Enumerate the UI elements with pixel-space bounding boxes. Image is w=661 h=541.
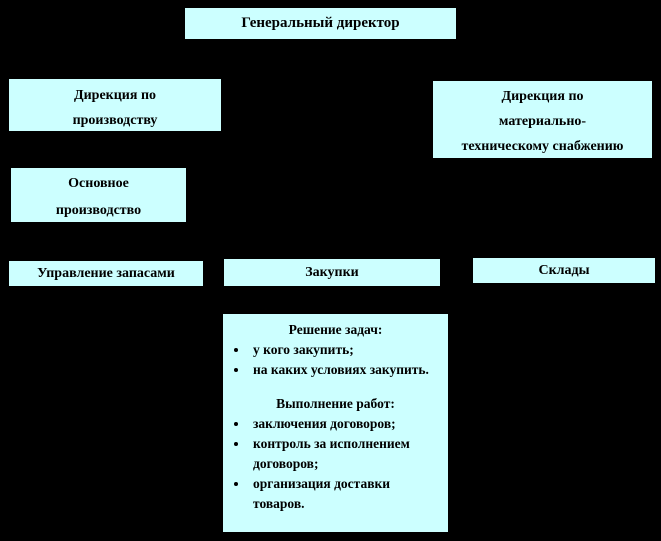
work-item: • контроль за исполнением договоров; xyxy=(249,434,431,474)
task-item: • у кого закупить; xyxy=(249,340,431,360)
node-label-line: материально- xyxy=(498,114,587,129)
node-purchasing: Закупки xyxy=(223,258,441,287)
node-label-line: Основное xyxy=(68,176,129,191)
node-purchasing-details xyxy=(222,313,449,533)
node-label-line: производство xyxy=(55,203,142,218)
node-warehouses: Склады xyxy=(472,257,656,284)
node-inventory-management: Управление запасами xyxy=(8,260,204,287)
work-item: • организация доставки товаров. xyxy=(249,474,431,514)
node-label-line: Дирекция по xyxy=(73,88,157,103)
works-list xyxy=(223,414,448,514)
tasks-list xyxy=(223,340,448,380)
task-item: • на каких условиях закупить. xyxy=(249,360,431,380)
node-label-line: техническому снабжению xyxy=(461,139,624,154)
node-label-line: Дирекция по xyxy=(501,89,584,104)
work-item: • заключения договоров; xyxy=(249,414,431,434)
node-main-production xyxy=(10,167,187,223)
node-general-director: Генеральный директор xyxy=(184,7,457,40)
tasks-heading: Решение задач: xyxy=(288,322,383,337)
works-heading: Выполнение работ: xyxy=(276,396,395,411)
node-mts-directorate xyxy=(432,80,653,159)
node-label-line: производству xyxy=(72,113,158,128)
node-production-directorate xyxy=(8,78,222,132)
